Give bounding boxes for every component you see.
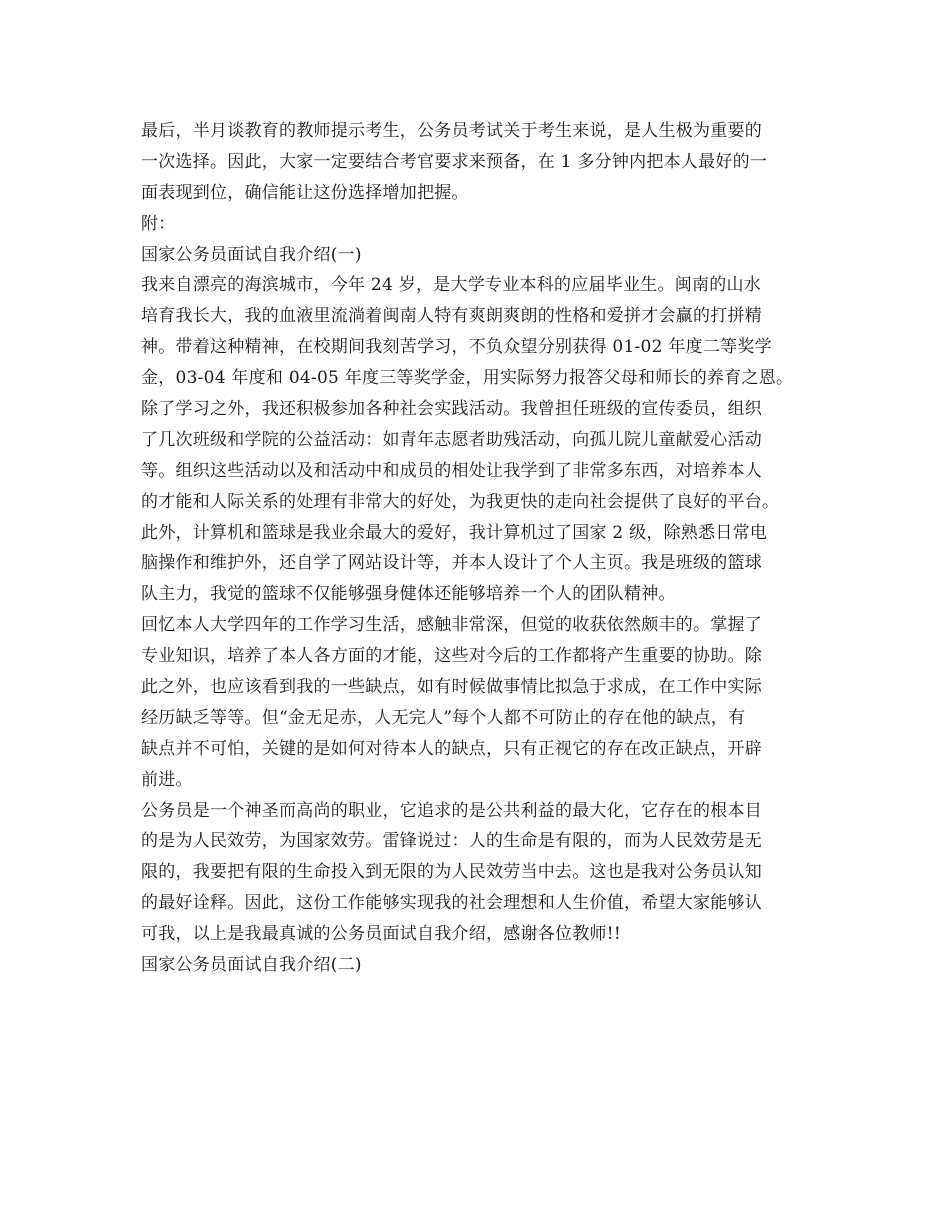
text-line: 可我，以上是我最真诚的公务员面试自我介绍，感谢各位教师!! <box>141 924 621 945</box>
text-line: 此外，计算机和篮球是我业余最大的爱好，我计算机过了国家 2 级，除熟悉日常电 <box>141 522 768 543</box>
text-line: 最后，半月谈教育的教师提示考生，公务员考试关于考生来说，是人生极为重要的 <box>141 121 762 141</box>
text-line: 的才能和人际关系的处理有非常大的好处，为我更快的走向社会提供了良好的平台。 <box>141 491 780 512</box>
document-body <box>141 116 821 981</box>
text-line: 一次选择。因此，大家一定要结合考官要求来预备，在 1 多分钟内把本人最好的一 <box>141 151 768 172</box>
text-line: 专业知识，培养了本人各方面的才能，这些对今后的工作都将产生重要的协助。除 <box>141 646 762 667</box>
text-line: 我来自漂亮的海滨城市，今年 24 岁，是大学专业本科的应届毕业生。闽南的山水 <box>141 275 761 296</box>
text-line: 前进。 <box>141 769 193 790</box>
text-line: 除了学习之外，我还积极参加各种社会实践活动。我曾担任班级的宣传委员，组织 <box>141 399 762 420</box>
text-line: 面表现到位，确信能让这份选择增加把握。 <box>141 182 469 203</box>
section-heading: 国家公务员面试自我介绍(二) <box>141 955 362 976</box>
text-line: 回忆本人大学四年的工作学习生活，感触非常深，但觉的收获依然颇丰的。掌握了 <box>141 615 762 636</box>
text-line: 神。带着这种精神，在校期间我刻苦学习，不负众望分别获得 01-02 年度二等奖学 <box>141 337 772 358</box>
text-line: 脑操作和维护外，还自学了网站设计等，并本人设计了个人主页。我是班级的篮球 <box>141 553 762 574</box>
text-line: 队主力，我觉的篮球不仅能够强身健体还能够培养一个人的团队精神。 <box>141 584 676 605</box>
text-line: 培育我长大，我的血液里流淌着闽南人特有爽朗爽朗的性格和爱拼才会赢的打拼精 <box>141 306 762 327</box>
text-line: 限的，我要把有限的生命投入到无限的为人民效劳当中去。这也是我对公务员认知 <box>141 862 762 883</box>
section-heading: 国家公务员面试自我介绍(一) <box>141 244 362 265</box>
text-line: 此之外，也应该看到我的一些缺点，如有时候做事情比拟急于求成，在工作中实际 <box>141 677 762 698</box>
text-line: 等。组织这些活动以及和活动中和成员的相处让我学到了非常多东西，对培养本人 <box>141 460 762 481</box>
text-line: 的最好诠释。因此，这份工作能够实现我的社会理想和人生价值，希望大家能够认 <box>141 893 762 914</box>
text-line: 缺点并不可怕，关键的是如何对待本人的缺点，只有正视它的存在改正缺点，开辟 <box>141 738 762 759</box>
text-line: 公务员是一个神圣而高尚的职业，它追求的是公共利益的最大化，它存在的根本目 <box>141 800 762 821</box>
text-line: 经历缺乏等等。但“金无足赤，人无完人”每个人都不可防止的存在他的缺点，有 <box>141 707 746 728</box>
text-line: 了几次班级和学院的公益活动：如青年志愿者助残活动，向孤儿院儿童献爱心活动 <box>141 429 762 450</box>
text-line: 附： <box>141 213 176 234</box>
text-line: 金，03-04 年度和 04-05 年度三等奖学金，用实际努力报答父母和师长的养育之恩。 <box>141 368 794 389</box>
text-line: 的是为人民效劳，为国家效劳。雷锋说过：人的生命是有限的，而为人民效劳是无 <box>141 831 762 852</box>
